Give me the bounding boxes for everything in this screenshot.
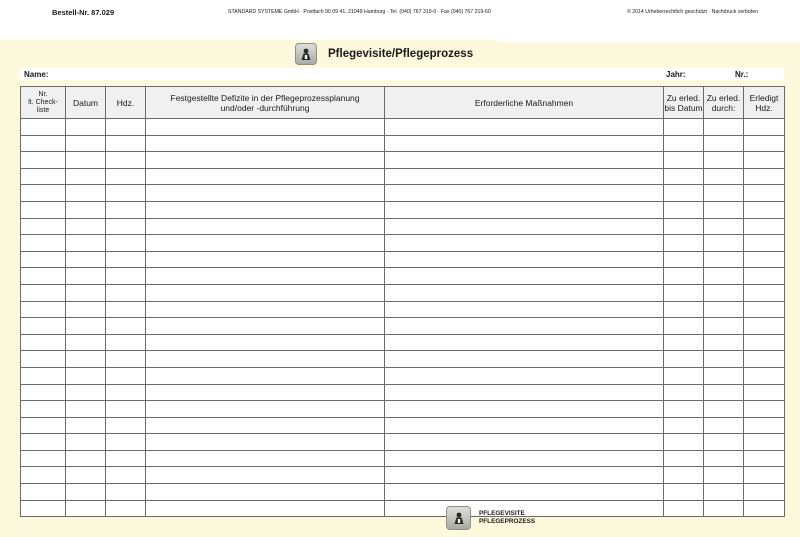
table-cell[interactable] bbox=[385, 450, 664, 467]
table-cell[interactable] bbox=[66, 384, 106, 401]
table-cell[interactable] bbox=[66, 467, 106, 484]
table-cell[interactable] bbox=[704, 401, 744, 418]
table-cell[interactable] bbox=[664, 235, 704, 252]
table-cell[interactable] bbox=[385, 434, 664, 451]
table-cell[interactable] bbox=[146, 135, 385, 152]
table-cell[interactable] bbox=[106, 417, 146, 434]
table-cell[interactable] bbox=[744, 500, 785, 517]
table-cell[interactable] bbox=[704, 185, 744, 202]
table-cell[interactable] bbox=[385, 135, 664, 152]
table-cell[interactable] bbox=[664, 367, 704, 384]
table-cell[interactable] bbox=[66, 351, 106, 368]
table-cell[interactable] bbox=[106, 201, 146, 218]
table-cell[interactable] bbox=[21, 434, 66, 451]
table-cell[interactable] bbox=[106, 334, 146, 351]
table-cell[interactable] bbox=[66, 152, 106, 169]
table-cell[interactable] bbox=[704, 384, 744, 401]
table-cell[interactable] bbox=[106, 384, 146, 401]
table-cell[interactable] bbox=[106, 218, 146, 235]
table-cell[interactable] bbox=[21, 484, 66, 501]
table-cell[interactable] bbox=[106, 318, 146, 335]
table-cell[interactable] bbox=[704, 417, 744, 434]
table-cell[interactable] bbox=[146, 384, 385, 401]
table-cell[interactable] bbox=[146, 152, 385, 169]
table-cell[interactable] bbox=[106, 467, 146, 484]
table-cell[interactable] bbox=[664, 450, 704, 467]
print-header bbox=[0, 0, 800, 40]
table-row bbox=[21, 135, 785, 152]
table-cell[interactable] bbox=[21, 284, 66, 301]
col-hdz: Hdz. bbox=[106, 87, 146, 119]
table-cell[interactable] bbox=[744, 135, 785, 152]
table-row bbox=[21, 201, 785, 218]
table-cell[interactable] bbox=[21, 367, 66, 384]
table-cell[interactable] bbox=[385, 119, 664, 136]
table-cell[interactable] bbox=[385, 384, 664, 401]
table-cell[interactable] bbox=[744, 218, 785, 235]
table-cell[interactable] bbox=[66, 434, 106, 451]
table-cell[interactable] bbox=[385, 284, 664, 301]
footer-title bbox=[479, 510, 535, 527]
table-cell[interactable] bbox=[66, 119, 106, 136]
table-cell[interactable] bbox=[704, 135, 744, 152]
table-cell[interactable] bbox=[664, 268, 704, 285]
table-cell[interactable] bbox=[664, 168, 704, 185]
table-cell[interactable] bbox=[744, 235, 785, 252]
table-cell[interactable] bbox=[106, 119, 146, 136]
table-cell[interactable] bbox=[744, 268, 785, 285]
table-cell[interactable] bbox=[664, 251, 704, 268]
table-cell[interactable] bbox=[704, 168, 744, 185]
table-cell[interactable] bbox=[66, 401, 106, 418]
table-cell[interactable] bbox=[106, 251, 146, 268]
table-cell[interactable] bbox=[664, 152, 704, 169]
table-cell[interactable] bbox=[66, 218, 106, 235]
table-cell[interactable] bbox=[704, 235, 744, 252]
table-cell[interactable] bbox=[385, 467, 664, 484]
table-cell[interactable] bbox=[66, 318, 106, 335]
table-cell[interactable] bbox=[704, 119, 744, 136]
table-cell[interactable] bbox=[106, 450, 146, 467]
table-cell[interactable] bbox=[146, 284, 385, 301]
table-cell[interactable] bbox=[21, 500, 66, 517]
table-cell[interactable] bbox=[385, 168, 664, 185]
table-cell[interactable] bbox=[21, 235, 66, 252]
table-cell[interactable] bbox=[744, 384, 785, 401]
table-cell[interactable] bbox=[664, 301, 704, 318]
table-cell[interactable] bbox=[744, 401, 785, 418]
table-cell[interactable] bbox=[106, 268, 146, 285]
table-cell[interactable] bbox=[21, 119, 66, 136]
table-cell[interactable] bbox=[704, 218, 744, 235]
table-cell[interactable] bbox=[146, 434, 385, 451]
table-cell[interactable] bbox=[385, 417, 664, 434]
table-cell[interactable] bbox=[106, 185, 146, 202]
name-row bbox=[20, 68, 784, 80]
table-cell[interactable] bbox=[385, 235, 664, 252]
table-cell[interactable] bbox=[744, 351, 785, 368]
table-cell[interactable] bbox=[106, 351, 146, 368]
company-address: STANDARD SYSTEME GmbH · Postfach 90 09 41, 21049 Hamburg · Tel. (040) 767 319-0 · Fax (040) 767 319-60 bbox=[228, 9, 491, 15]
table-cell[interactable] bbox=[744, 367, 785, 384]
table-cell[interactable] bbox=[66, 251, 106, 268]
table-cell[interactable] bbox=[21, 251, 66, 268]
table-cell[interactable] bbox=[146, 351, 385, 368]
table-cell[interactable] bbox=[385, 484, 664, 501]
nr-label: Nr.: bbox=[735, 70, 749, 79]
table-cell[interactable] bbox=[66, 185, 106, 202]
table-cell[interactable] bbox=[744, 251, 785, 268]
table-row bbox=[21, 367, 785, 384]
table-cell[interactable] bbox=[664, 135, 704, 152]
table-cell[interactable] bbox=[385, 367, 664, 384]
col-defizite: Festgestellte Defizite in der Pflegeprozessplanung und/oder -durchführung bbox=[146, 87, 385, 119]
table-cell[interactable] bbox=[744, 201, 785, 218]
table-row bbox=[21, 218, 785, 235]
table-cell[interactable] bbox=[21, 351, 66, 368]
table-row bbox=[21, 268, 785, 285]
table-cell[interactable] bbox=[385, 334, 664, 351]
table-row bbox=[21, 450, 785, 467]
table-cell[interactable] bbox=[21, 152, 66, 169]
table-cell[interactable] bbox=[664, 417, 704, 434]
table-cell[interactable] bbox=[744, 434, 785, 451]
table-cell[interactable] bbox=[744, 152, 785, 169]
table-cell[interactable] bbox=[66, 268, 106, 285]
table-cell[interactable] bbox=[664, 119, 704, 136]
table-cell[interactable] bbox=[146, 367, 385, 384]
table-cell[interactable] bbox=[146, 301, 385, 318]
table-cell[interactable] bbox=[146, 185, 385, 202]
table-cell[interactable] bbox=[385, 152, 664, 169]
table-cell[interactable] bbox=[664, 434, 704, 451]
table-cell[interactable] bbox=[66, 235, 106, 252]
table-cell[interactable] bbox=[704, 450, 744, 467]
table-cell[interactable] bbox=[21, 417, 66, 434]
table-cell[interactable] bbox=[66, 201, 106, 218]
table-cell[interactable] bbox=[664, 351, 704, 368]
table-cell[interactable] bbox=[106, 434, 146, 451]
table-cell[interactable] bbox=[704, 251, 744, 268]
table-cell[interactable] bbox=[66, 334, 106, 351]
table-cell[interactable] bbox=[704, 434, 744, 451]
table-cell[interactable] bbox=[704, 301, 744, 318]
table-cell[interactable] bbox=[385, 201, 664, 218]
name-label: Name: bbox=[24, 70, 49, 79]
audit-table bbox=[20, 86, 785, 517]
col-nr: Nr. lt. Check- liste bbox=[21, 87, 66, 119]
table-cell[interactable] bbox=[744, 284, 785, 301]
table-cell[interactable] bbox=[66, 135, 106, 152]
table-cell[interactable] bbox=[21, 334, 66, 351]
table-cell[interactable] bbox=[146, 484, 385, 501]
col-zu-erled-durch: Zu erled. durch: bbox=[704, 87, 744, 119]
table-cell[interactable] bbox=[146, 119, 385, 136]
table-row bbox=[21, 185, 785, 202]
form-title: Pflegevisite/Pflegeprozess bbox=[328, 48, 474, 60]
table-cell[interactable] bbox=[106, 152, 146, 169]
table-row bbox=[21, 384, 785, 401]
table-cell[interactable] bbox=[704, 367, 744, 384]
table-cell[interactable] bbox=[704, 152, 744, 169]
table-cell[interactable] bbox=[146, 268, 385, 285]
table-cell[interactable] bbox=[146, 201, 385, 218]
table-row bbox=[21, 351, 785, 368]
table-cell[interactable] bbox=[21, 467, 66, 484]
nurse-logo-icon bbox=[446, 506, 471, 530]
table-cell[interactable] bbox=[704, 284, 744, 301]
table-cell[interactable] bbox=[744, 318, 785, 335]
table-cell[interactable] bbox=[146, 251, 385, 268]
table-cell[interactable] bbox=[385, 351, 664, 368]
table-cell[interactable] bbox=[744, 119, 785, 136]
table-row bbox=[21, 467, 785, 484]
table-row bbox=[21, 168, 785, 185]
table-cell[interactable] bbox=[385, 268, 664, 285]
table-row bbox=[21, 334, 785, 351]
table-cell[interactable] bbox=[664, 185, 704, 202]
table-cell[interactable] bbox=[664, 334, 704, 351]
table-cell[interactable] bbox=[21, 185, 66, 202]
table-cell[interactable] bbox=[106, 235, 146, 252]
table-cell[interactable] bbox=[21, 401, 66, 418]
table-cell[interactable] bbox=[146, 334, 385, 351]
table-cell[interactable] bbox=[664, 500, 704, 517]
table-cell[interactable] bbox=[146, 467, 385, 484]
table-cell[interactable] bbox=[66, 168, 106, 185]
table-body bbox=[21, 119, 785, 517]
table-cell[interactable] bbox=[66, 284, 106, 301]
table-cell[interactable] bbox=[106, 401, 146, 418]
table-cell[interactable] bbox=[704, 318, 744, 335]
table-cell[interactable] bbox=[21, 218, 66, 235]
table-row bbox=[21, 318, 785, 335]
table-cell[interactable] bbox=[744, 185, 785, 202]
table-cell[interactable] bbox=[704, 484, 744, 501]
col-datum: Datum bbox=[66, 87, 106, 119]
table-cell[interactable] bbox=[21, 384, 66, 401]
table-cell[interactable] bbox=[106, 168, 146, 185]
table-cell[interactable] bbox=[146, 401, 385, 418]
table-row bbox=[21, 284, 785, 301]
table-cell[interactable] bbox=[664, 467, 704, 484]
table-cell[interactable] bbox=[744, 450, 785, 467]
sheet-tab-cutout bbox=[497, 36, 800, 42]
table-cell[interactable] bbox=[744, 301, 785, 318]
table-cell[interactable] bbox=[704, 500, 744, 517]
table-cell[interactable] bbox=[106, 135, 146, 152]
table-cell[interactable] bbox=[66, 500, 106, 517]
table-cell[interactable] bbox=[664, 318, 704, 335]
table-cell[interactable] bbox=[385, 251, 664, 268]
table-cell[interactable] bbox=[106, 367, 146, 384]
table-cell[interactable] bbox=[744, 334, 785, 351]
table-cell[interactable] bbox=[21, 168, 66, 185]
table-row bbox=[21, 251, 785, 268]
table-cell[interactable] bbox=[744, 484, 785, 501]
footer-line-2: PFLEGEPROZESS bbox=[479, 518, 536, 525]
table-cell[interactable] bbox=[385, 318, 664, 335]
table-row bbox=[21, 484, 785, 501]
footer-line-1: PFLEGEVISITE bbox=[479, 509, 525, 517]
order-number: Bestell-Nr. 87.029 bbox=[52, 8, 115, 17]
table-cell[interactable] bbox=[66, 450, 106, 467]
table-cell[interactable] bbox=[21, 135, 66, 152]
table-cell[interactable] bbox=[21, 301, 66, 318]
table-row bbox=[21, 301, 785, 318]
table-cell[interactable] bbox=[146, 168, 385, 185]
table-cell[interactable] bbox=[664, 401, 704, 418]
table-row bbox=[21, 152, 785, 169]
col-erledigt-hdz: Erledigt Hdz. bbox=[744, 87, 785, 119]
table-row bbox=[21, 500, 785, 517]
table-cell[interactable] bbox=[106, 284, 146, 301]
table-cell[interactable] bbox=[106, 500, 146, 517]
table-cell[interactable] bbox=[106, 301, 146, 318]
table-cell[interactable] bbox=[744, 168, 785, 185]
table-cell[interactable] bbox=[664, 218, 704, 235]
table-cell[interactable] bbox=[146, 417, 385, 434]
table-row bbox=[21, 119, 785, 136]
table-cell[interactable] bbox=[385, 401, 664, 418]
table-cell[interactable] bbox=[66, 417, 106, 434]
table-cell[interactable] bbox=[146, 500, 385, 517]
table-cell[interactable] bbox=[146, 318, 385, 335]
table-cell[interactable] bbox=[21, 268, 66, 285]
table-cell[interactable] bbox=[21, 318, 66, 335]
table-cell[interactable] bbox=[744, 417, 785, 434]
form-title-block bbox=[295, 42, 473, 66]
nurse-logo-icon bbox=[295, 43, 317, 65]
table-cell[interactable] bbox=[21, 201, 66, 218]
table-cell[interactable] bbox=[704, 334, 744, 351]
table-header-row bbox=[21, 87, 785, 119]
table-cell[interactable] bbox=[106, 484, 146, 501]
table-cell[interactable] bbox=[664, 384, 704, 401]
table-cell[interactable] bbox=[146, 218, 385, 235]
table-cell[interactable] bbox=[385, 301, 664, 318]
table-row bbox=[21, 417, 785, 434]
table-cell[interactable] bbox=[704, 467, 744, 484]
table-cell[interactable] bbox=[146, 450, 385, 467]
table-cell[interactable] bbox=[66, 367, 106, 384]
col-massnahmen: Erforderliche Maßnahmen bbox=[385, 87, 664, 119]
table-row bbox=[21, 434, 785, 451]
footer-brand bbox=[446, 506, 535, 530]
table-cell[interactable] bbox=[704, 268, 744, 285]
col-zu-erled-datum: Zu erled. bis Datum bbox=[664, 87, 704, 119]
table-cell[interactable] bbox=[66, 484, 106, 501]
table-cell[interactable] bbox=[704, 201, 744, 218]
table-cell[interactable] bbox=[664, 284, 704, 301]
table-row bbox=[21, 401, 785, 418]
table-row bbox=[21, 235, 785, 252]
table-cell[interactable] bbox=[146, 235, 385, 252]
table-cell[interactable] bbox=[385, 185, 664, 202]
table-cell[interactable] bbox=[21, 450, 66, 467]
table-cell[interactable] bbox=[744, 467, 785, 484]
table-cell[interactable] bbox=[385, 218, 664, 235]
table-cell[interactable] bbox=[704, 351, 744, 368]
year-label: Jahr: bbox=[666, 70, 686, 79]
table-cell[interactable] bbox=[66, 301, 106, 318]
copyright-notice: © 2014 Urheberrechtlich geschützt · Nachdruck verboten bbox=[627, 9, 758, 15]
table-cell[interactable] bbox=[664, 201, 704, 218]
table-cell[interactable] bbox=[664, 484, 704, 501]
